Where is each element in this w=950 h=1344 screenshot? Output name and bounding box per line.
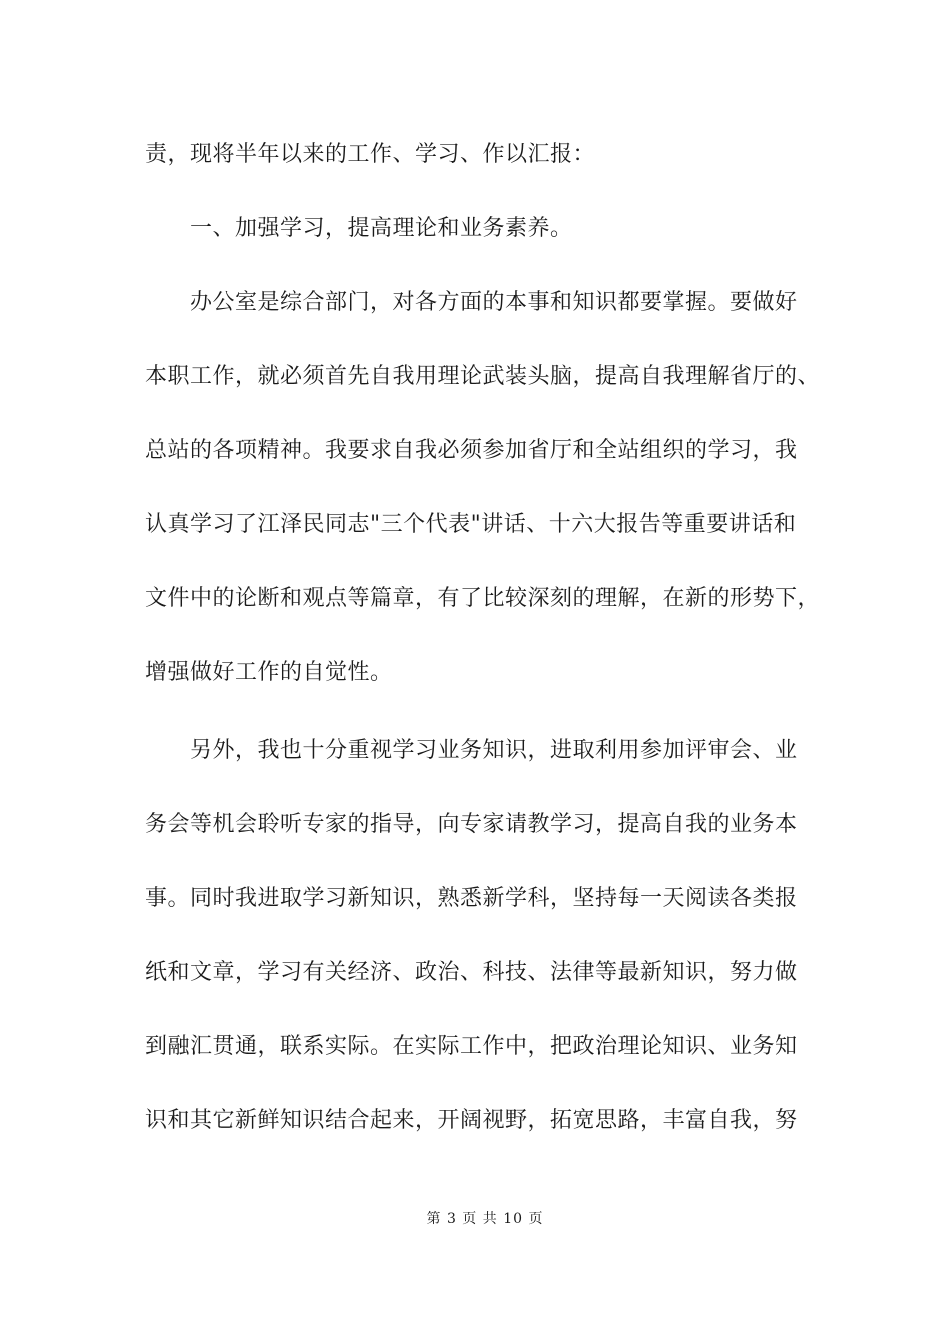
page-number-footer: 第 3 页 共 10 页 xyxy=(426,1211,544,1227)
text-line: 到融汇贯通，联系实际。在实际工作中，把政治理论知识、业务知 xyxy=(145,1034,798,1059)
text-line: 务会等机会聆听专家的指导，向专家请教学习，提高自我的业务本 xyxy=(145,812,798,837)
text-line: 文件中的论断和观点等篇章，有了比较深刻的理解，在新的形势下， xyxy=(145,586,821,611)
text-line: 总站的各项精神。我要求自我必须参加省厅和全站组织的学习，我 xyxy=(145,438,798,463)
text-line: 责，现将半年以来的工作、学习、作以汇报： xyxy=(145,142,596,167)
text-line: 另外，我也十分重视学习业务知识，进取利用参加评审会、业 xyxy=(190,738,798,763)
text-line: 办公室是综合部门，对各方面的本事和知识都要掌握。要做好 xyxy=(190,290,798,315)
text-line: 纸和文章，学习有关经济、政治、科技、法律等最新知识，努力做 xyxy=(145,960,798,985)
section-heading: 一、加强学习，提高理论和业务素养。 xyxy=(190,216,573,241)
text-line: 事。同时我进取学习新知识，熟悉新学科，坚持每一天阅读各类报 xyxy=(145,886,798,911)
text-line: 识和其它新鲜知识结合起来，开阔视野，拓宽思路，丰富自我，努 xyxy=(145,1108,798,1133)
text-line: 认真学习了江泽民同志"三个代表"讲话、十六大报告等重要讲话和 xyxy=(145,512,797,537)
text-line: 增强做好工作的自觉性。 xyxy=(145,660,393,685)
text-line: 本职工作，就必须首先自我用理论武装头脑，提高自我理解省厅的、 xyxy=(145,364,821,389)
